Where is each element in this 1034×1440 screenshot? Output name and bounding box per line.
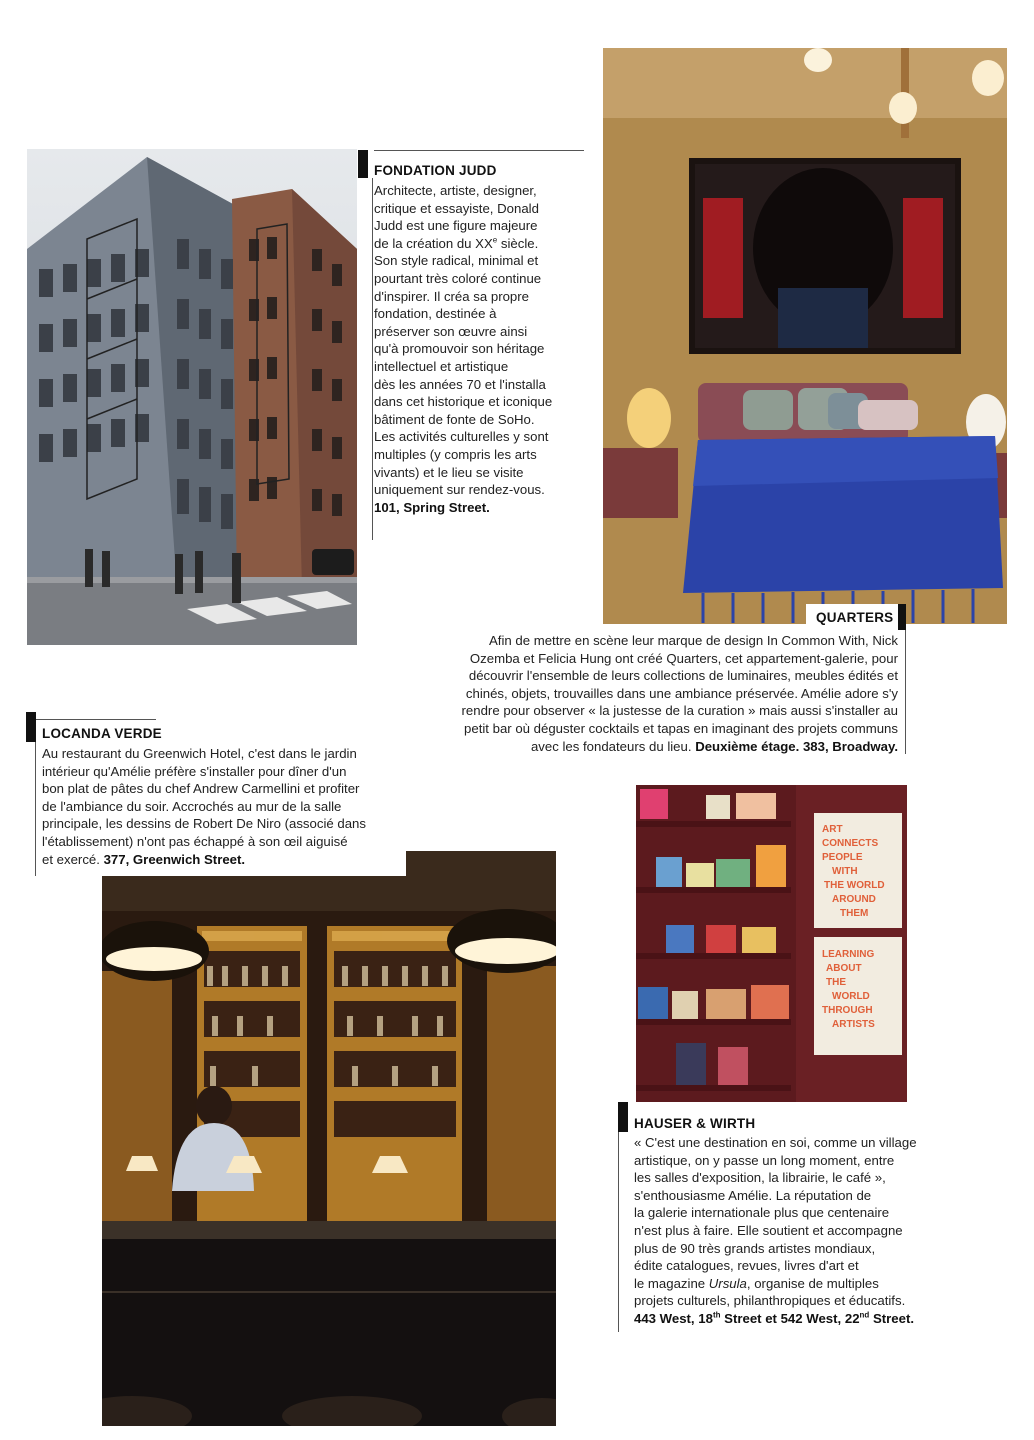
section-heading: LOCANDA VERDE xyxy=(42,726,162,741)
poster1-line: THE WORLD xyxy=(824,880,885,891)
photo-hauser-bookshop xyxy=(636,785,907,1131)
photo-locanda-bar xyxy=(102,851,556,1426)
poster1-line: AROUND xyxy=(832,894,876,905)
poster2-line: ARTISTS xyxy=(832,1019,875,1030)
locanda-verde-section xyxy=(26,712,406,876)
photo-judd-building xyxy=(27,149,357,645)
section-rule xyxy=(35,742,36,876)
fondation-judd-section xyxy=(358,150,584,516)
section-corner-marker xyxy=(26,712,36,742)
photo-quarters-bedroom xyxy=(603,48,1007,624)
poster1-line: THEM xyxy=(840,908,869,919)
section-rule xyxy=(36,719,156,720)
poster2-line: ABOUT xyxy=(826,963,862,974)
section-corner-marker xyxy=(618,1102,628,1132)
section-rule xyxy=(372,178,373,540)
section-heading: FONDATION JUDD xyxy=(374,150,584,182)
section-body: Au restaurant du Greenwich Hotel, c'est dans le jardin intérieur qu'Amélie préfère s'installer pour dîner d'un bon plat de pâtes du chef Andrew Carmellini et profiter de l'ambiance du soir. Accrochés au mur de la salle principale, les dessins de Robert De Niro (associé dans l'établissement) n'ont pas échappé à son œil aiguisé et exercé. 377, Greenwich Street. xyxy=(42,746,366,867)
section-body: « C'est une destination en soi, comme un village artistique, on y passe un long moment, entre les salles d'exposition, la librairie, le café », s'enthousiasme Amélie. La réputation de la galerie internationale plus que centenaire n'est plus à faire. Elle soutient et accompagne plus de 90 très grands artistes mondiaux, édite catalogues, revues, livres d'art et le magazine Ursula, organise de multiples projets culturels, philanthropiques et éducatifs. 443 West, 18th Street et 542 West, 22nd Street. xyxy=(634,1135,917,1326)
poster1-line: PEOPLE xyxy=(822,852,863,863)
section-address: 101, Spring Street. xyxy=(374,499,490,515)
section-heading: QUARTERS xyxy=(816,610,894,625)
section-corner-marker xyxy=(898,604,906,630)
quarters-heading-box xyxy=(806,604,906,630)
poster2-line: THE xyxy=(826,977,846,988)
section-address: 377, Greenwich Street. xyxy=(103,851,246,867)
section-body: Architecte, artiste, designer, critique et essayiste, Donald Judd est une figure majeure de la création du XXe siècle. Son style radical, minimal et pourtant très coloré continue d'inspirer. Il créa sa propre fondation, destinée à préserver son œuvre ainsi qu'à promouvoir son héritage intellectuel et artistique dès les années 70 et l'installa dans cet historique et iconique bâtiment de fonte de SoHo. Les activités culturelles y sont multiples (y compris les arts vivants) et le lieu se visite uniquement sur rendez-vous. 101, Spring Street. xyxy=(374,183,553,515)
poster1-line: ART xyxy=(822,824,843,835)
section-body: Afin de mettre en scène leur marque de design In Common With, Nick Ozemba et Felicia Hung ont créé Quarters, cet appartement-galerie, pour découvrir l'ensemble de leurs collections de luminaires, meubles édités et chinés, objets, trouvailles dans une ambiance préservée. Amélie adore s'y rendre pour observer « la justesse de la curation » mais aussi s'installer au petit bar où déguster cocktails et tapas en imaginant des projets communs avec les fondateurs du lieu. Deuxième étage. 383, Broadway. xyxy=(461,633,898,754)
hauser-wirth-section xyxy=(618,1102,926,1328)
poster2-line: WORLD xyxy=(832,991,870,1002)
poster2-line: LEARNING xyxy=(822,949,875,960)
quarters-section xyxy=(440,632,906,755)
poster1-line: WITH xyxy=(832,866,858,877)
poster2-line: THROUGH xyxy=(822,1005,873,1016)
section-heading: HAUSER & WIRTH xyxy=(634,1116,756,1131)
section-rule xyxy=(905,630,906,754)
section-corner-marker xyxy=(358,150,368,178)
section-address: Deuxième étage. 383, Broadway. xyxy=(695,738,898,754)
poster1-line: CONNECTS xyxy=(822,838,879,849)
section-address: 443 West, 18th Street et 542 West, 22nd Street. xyxy=(634,1310,915,1326)
section-rule xyxy=(618,1132,619,1332)
